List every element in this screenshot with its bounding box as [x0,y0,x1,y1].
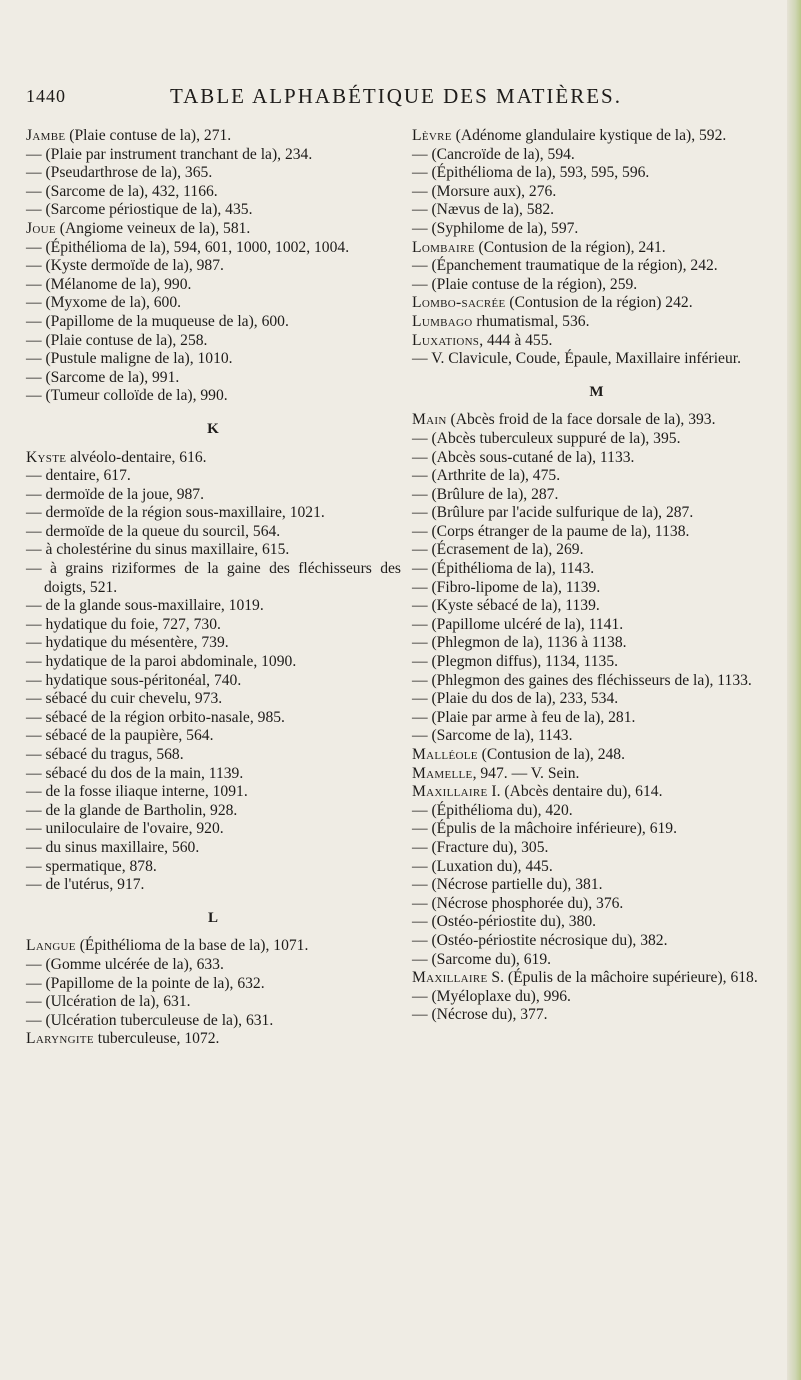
entry-headword: Lombo-sacrée [412,294,506,312]
index-entry [26,746,401,765]
index-entry [26,332,401,351]
index-entry [412,727,782,746]
index-entry [26,369,401,388]
entry-text: rhumatismal, 536. [472,312,590,330]
entry-text: — (Morsure aux), 276. [412,182,557,200]
entry-text: — sébacé de la région orbito-nasale, 985. [26,708,285,726]
entry-headword: Jambe [26,127,66,144]
entry-text: — hydatique du mésentère, 739. [26,634,229,652]
entry-text: (Contusion de la région), 241. [474,238,666,256]
entry-text: — (Nævus de la), 582. [412,201,555,219]
index-entry [26,504,401,523]
entry-text: — sébacé de la paupière, 564. [26,727,214,745]
entry-text: — de la glande de Bartholin, 928. [26,801,238,819]
entry-text: — sébacé du tragus, 568. [26,746,184,763]
index-entry [412,895,782,914]
entry-headword: Lumbago [412,312,473,330]
entry-text: (Adénome glandulaire kystique de la), 592. [451,127,727,144]
entry-text: — (Phlegmon des gaines des fléchisseurs de la), 1133. [412,671,752,689]
index-entry [412,653,782,672]
index-entry [26,937,401,956]
index-entry [412,350,782,369]
index-entry [26,616,401,635]
index-entry [412,597,782,616]
entry-text: — à grains riziformes de la gaine des fléchisseurs des doigts, 521. [26,560,401,596]
index-entry [412,201,782,220]
index-entry [26,387,401,406]
page-header [0,84,801,110]
entry-text: alvéolo-dentaire, 616. [66,448,207,466]
entry-headword: Malléole [412,746,478,763]
entry-text: — (Corps étranger de la paume de la), 1138. [412,522,690,540]
entry-headword: Mamelle [412,764,473,782]
entry-text: — de la fosse iliaque interne, 1091. [26,783,248,801]
entry-text: — (Épithélioma de la), 594, 601, 1000, 1002, 1004. [26,238,350,256]
entry-text: — (Brûlure de la), 287. [412,485,559,503]
index-entry [26,765,401,784]
entry-text: — (Abcès sous-cutané de la), 1133. [412,448,635,466]
entry-text: — sébacé du dos de la main, 1139. [26,764,244,782]
entry-text: — (Plaie contuse de la), 258. [26,331,208,349]
index-entry [412,969,782,988]
entry-text: — (Plaie du dos de la), 233, 534. [412,690,619,708]
entry-text: — (Kyste sébacé de la), 1139. [412,597,600,615]
entry-text: — (Arthrite de la), 475. [412,467,561,485]
entry-text: — (Syphilome de la), 597. [412,219,579,237]
entry-headword: Joue [26,219,56,237]
index-entry [26,541,401,560]
index-entry [26,783,401,802]
index-entry [26,239,401,258]
section-letter-m: M [589,383,605,400]
index-entry [412,951,782,970]
entry-text: I. (Abcès dentaire du), 614. [487,783,663,801]
entry-text: — dermoïde de la région sous-maxillaire, 1021. [26,504,325,522]
entry-text: — de la glande sous-maxillaire, 1019. [26,597,264,615]
index-entry [26,313,401,332]
entry-text: — (Ostéo-périostite nécrosique du), 382. [412,931,668,949]
entry-text: — (Épanchement traumatique de la région), 242. [412,257,718,275]
entry-text: — hydatique de la paroi abdominale, 1090. [26,653,297,671]
index-entry [412,672,782,691]
entry-text: — sébacé du cuir chevelu, 973. [26,690,223,708]
index-entry [412,932,782,951]
index-entry [412,1006,782,1025]
index-entry [412,294,782,313]
index-entry [412,257,782,276]
entry-text: — (Ostéo-périostite du), 380. [412,913,597,931]
index-entry [26,653,401,672]
index-entry [26,672,401,691]
index-block-l-continued [412,127,782,369]
index-entry [26,560,401,597]
index-entry [412,802,782,821]
entry-text: — (Sarcome du), 619. [412,950,552,968]
index-entry [26,220,401,239]
index-entry [412,183,782,202]
entry-text: — (Épithélioma de la), 593, 595, 596. [412,164,650,182]
index-entry [26,690,401,709]
index-entry [412,616,782,635]
index-entry [26,201,401,220]
section-letter-k: K [207,420,220,437]
index-entry [412,127,782,146]
entry-text: — (Épithélioma de la), 1143. [412,560,595,578]
index-entry [412,634,782,653]
entry-text: — (Sarcome de la), 1143. [412,727,573,745]
index-entry [412,486,782,505]
entry-text: — dermoïde de la joue, 987. [26,485,204,503]
index-entry [26,276,401,295]
entry-text: — (Phlegmon de la), 1136 à 1138. [412,634,627,652]
index-entry [26,634,401,653]
entry-text: — (Papillome de la pointe de la), 632. [26,974,265,992]
running-title: TABLE ALPHABÉTIQUE DES MATIÈRES. [170,84,622,108]
index-entry [26,956,401,975]
index-entry [26,350,401,369]
entry-text: (Abcès froid de la face dorsale de la), 393. [446,411,716,429]
entry-text: tuberculeuse, 1072. [93,1030,220,1048]
entry-text: (Contusion de la), 248. [477,746,626,763]
index-entry [412,839,782,858]
entry-text: (Contusion de la région) 242. [505,294,693,312]
left-column [26,127,401,1049]
index-entry [412,560,782,579]
index-entry [412,430,782,449]
entry-text: — (Plaie par instrument tranchant de la), 234. [26,145,313,163]
entry-text: — du sinus maxillaire, 560. [26,838,200,856]
index-entry [412,449,782,468]
page-number: 1440 [26,86,66,106]
entry-headword: Lombaire [412,238,475,256]
index-entry [412,913,782,932]
index-entry [26,820,401,839]
entry-text: — dentaire, 617. [26,467,131,485]
entry-text: — (Mélanome de la), 990. [26,275,192,293]
entry-text: — (Papillome de la muqueuse de la), 600. [26,312,289,330]
right-column [412,127,782,1025]
index-entry [412,579,782,598]
index-entry [412,765,782,784]
entry-text: — (Sarcome de la), 432, 1166. [26,182,218,200]
index-entry [412,220,782,239]
index-entry [26,1012,401,1031]
index-entry [412,146,782,165]
index-entry [26,975,401,994]
index-entry [412,746,782,765]
index-entry [26,183,401,202]
index-entry [412,332,782,351]
entry-text: S. (Épulis de la mâchoire supérieure), 618. [487,969,758,987]
entry-text: — (Fracture du), 305. [412,838,549,856]
entry-headword: Maxillaire [412,969,488,987]
entry-text: — (Sarcome périostique de la), 435. [26,201,253,219]
entry-text: — hydatique du foie, 727, 730. [26,615,221,633]
index-entry [26,727,401,746]
index-entry [26,164,401,183]
section-letter-l: L [207,909,219,926]
entry-text: — (Nécrose phosphorée du), 376. [412,894,624,912]
entry-text: — hydatique sous-péritonéal, 740. [26,671,242,689]
index-entry [26,146,401,165]
index-entry [26,449,401,468]
entry-text: (Épithélioma de la base de la), 1071. [75,937,309,955]
index-block-j [26,127,401,406]
entry-text: — (Brûlure par l'acide sulfurique de la), 287. [412,504,694,522]
index-entry [412,523,782,542]
entry-headword: Laryngite [26,1030,94,1048]
entry-text: — (Tumeur colloïde de la), 990. [26,387,228,405]
index-entry [412,239,782,258]
entry-text: — (Ulcération de la), 631. [26,993,191,1011]
entry-text: — à cholestérine du sinus maxillaire, 615. [26,541,290,559]
page-edge [787,0,801,1380]
entry-text: — (Écrasement de la), 269. [412,541,584,559]
entry-text: — (Sarcome de la), 991. [26,368,180,386]
entry-text: — (Papillome ulcéré de la), 1141. [412,615,624,633]
index-entry [26,1030,401,1049]
index-entry [26,993,401,1012]
entry-text: — (Épithélioma du), 420. [412,801,573,819]
entry-text: — de l'utérus, 917. [26,876,145,894]
index-entry [412,988,782,1007]
entry-headword: Langue [26,937,76,955]
entry-text: — (Ulcération tuberculeuse de la), 631. [26,1011,274,1029]
index-entry [26,523,401,542]
entry-text: — (Plaie par arme à feu de la), 281. [412,708,636,726]
index-entry [26,876,401,895]
index-entry [412,820,782,839]
entry-text: — uniloculaire de l'ovaire, 920. [26,820,224,838]
entry-text: — (Nécrose du), 377. [412,1006,548,1024]
entry-text: — (Plaie contuse de la région), 259. [412,275,638,293]
index-entry [412,876,782,895]
entry-text: — (Myéloplaxe du), 996. [412,987,571,1005]
entry-text: — (Abcès tuberculeux suppuré de la), 395. [412,429,681,447]
index-entry [26,127,401,146]
entry-text: — spermatique, 878. [26,857,157,875]
index-block-m [412,411,782,1025]
entry-text: — (Luxation du), 445. [412,857,553,875]
index-entry [26,257,401,276]
index-entry [412,504,782,523]
index-entry [412,858,782,877]
entry-text: , 947. — V. Sein. [472,764,580,782]
entry-text: — (Plegmon diffus), 1134, 1135. [412,653,619,671]
entry-text: — (Fibro-lipome de la), 1139. [412,578,601,596]
entry-text: — (Épulis de la mâchoire inférieure), 619. [412,820,677,838]
index-entry [412,541,782,560]
index-block-k [26,449,401,895]
entry-text: — (Pseudarthrose de la), 365. [26,164,213,182]
index-entry [412,276,782,295]
index-entry [26,802,401,821]
index-entry [412,690,782,709]
index-entry [412,164,782,183]
entry-headword: Maxillaire [412,783,488,801]
index-entry [26,597,401,616]
entry-text: — (Cancroïde de la), 594. [412,145,575,163]
entry-text: (Plaie contuse de la), 271. [65,127,232,144]
index-entry [26,294,401,313]
entry-text: — dermoïde de la queue du sourcil, 564. [26,522,281,540]
index-entry [412,783,782,802]
entry-headword: Main [412,411,447,429]
index-entry [26,858,401,877]
entry-text: — (Myxome de la), 600. [26,294,182,312]
entry-headword: Lèvre [412,127,452,144]
index-entry [412,313,782,332]
entry-text: — (Pustule maligne de la), 1010. [26,350,233,368]
entry-text: — V. Clavicule, Coude, Épaule, Maxillaire inférieur. [412,350,741,368]
index-entry [412,709,782,728]
index-entry [26,486,401,505]
entry-text: — (Nécrose partielle du), 381. [412,876,603,894]
index-entry [26,709,401,728]
entry-text: — (Gomme ulcérée de la), 633. [26,955,224,973]
index-entry [412,411,782,430]
entry-text: — (Kyste dermoïde de la), 987. [26,257,224,275]
entry-headword: Kyste [26,448,67,466]
index-entry [26,839,401,858]
entry-text: , 444 à 455. [479,331,553,349]
index-block-l [26,937,401,1049]
entry-headword: Luxations [412,331,480,349]
index-entry [26,467,401,486]
index-entry [412,467,782,486]
entry-text: (Angiome veineux de la), 581. [55,219,251,237]
